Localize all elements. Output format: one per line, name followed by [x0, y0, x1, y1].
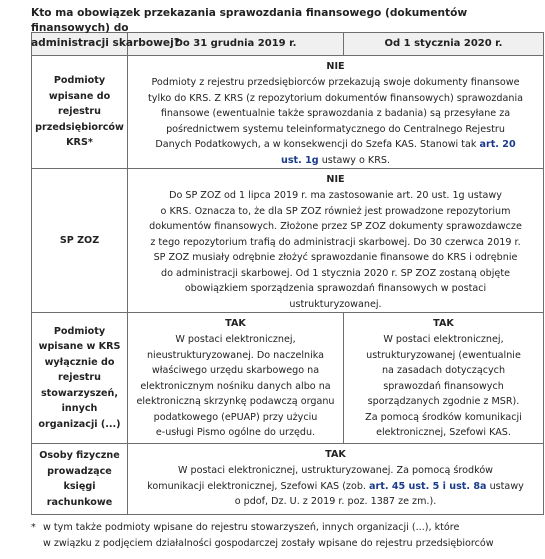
row-head-associations: Podmioty wpisane w KRS wyłącznie do rejestru stowarzyszeń, innych organizacji (...)	[32, 313, 128, 444]
footnote-star: *	[31, 522, 36, 533]
row-head-sp-zoz: SP ZOZ	[32, 169, 128, 313]
answer-label: TAK	[433, 318, 454, 329]
answer-label: NIE	[326, 174, 345, 185]
link-art-45[interactable]: art. 45 ust. 5 i ust. 8a	[369, 480, 487, 492]
document	[31, 0, 543, 552]
column-header-2020: Od 1 stycznia 2020 r.	[344, 33, 544, 56]
row-natural-persons	[32, 444, 544, 515]
footnote: * w tym także podmioty wpisane do rejestru stowarzyszeń, innych organizacji (...), które w związku z podjęciem działalności gospodarczej zostały wpisane do rejestru przedsiębiorców	[31, 522, 494, 549]
row-krs-entrepreneurs	[32, 56, 544, 169]
link-art-20[interactable]: art. 20	[479, 139, 516, 150]
column-header-2019: Do 31 grudnia 2019 r.	[128, 33, 344, 56]
row-sp-zoz	[32, 169, 544, 313]
cell-krs-answer: NIE Podmioty z rejestru przedsiębiorców przekazują swoje dokumenty finansowe tylko do KRS. Z KRS (z repozytorium dokumentów finansowych) sprawozdania finansowe (ewentualnie także sprawozdania z badania) są przesyłane za pośrednictwem systemu teleinformatycznego do Centralnego Rejestru Danych Podatkowych, a w konsekwencji do Szefa KAS. Stanowi tak art. 20 ust. 1g ustawy o KRS.	[128, 56, 544, 169]
comparison-table	[31, 32, 544, 515]
row-head-natural-persons: Osoby fizyczne prowadzące księgi rachunkowe	[32, 444, 128, 515]
answer-label: NIE	[326, 61, 345, 72]
cell-sp-zoz-answer: NIE Do SP ZOZ od 1 lipca 2019 r. ma zastosowanie art. 20 ust. 1g ustawy o KRS. Oznacza to, że dla SP ZOZ również jest prowadzone repozytorium dokumentów finansowych. Złożone przez SP ZOZ dokumenty sprawozdawcze z tego repozytorium trafią do administracji skarbowej. Do 30 czerwca 2019 r. SP ZOZ musiały odrębnie złożyć sprawozdanie finansowe do KRS i odrębnie do administracji skarbowej. Od 1 stycznia 2020 r. SP ZOZ zostaną objęte obowiązkiem sporządzenia sprawozdań finansowych w postaci ustrukturyzowanej.	[128, 169, 544, 313]
row-associations	[32, 313, 544, 444]
link-ust-1g[interactable]: ust. 1g	[280, 154, 319, 166]
answer-label: TAK	[225, 318, 246, 329]
row-head-krs: Podmioty wpisane do rejestru przedsiębiorców KRS*	[32, 56, 128, 169]
cell-associations-2019: TAK W postaci elektronicznej, nieustrukturyzowanej. Do naczelnika właściwego urzędu skarbowego na elektronicznym nośniku danych albo na elektroniczną skrzynkę podawczą organu podatkowego (ePUAP) przy użyciu e-usługi Pismo ogólne do urzędu.	[128, 313, 344, 444]
question-title: Kto ma obowiązek przekazania sprawozdania finansowego (dokumentów finansowych) do administracji skarbowej?	[31, 7, 468, 49]
answer-label: TAK	[325, 449, 346, 460]
cell-natural-persons-answer: TAK W postaci elektronicznej, ustrukturyzowanej. Za pomocą środków komunikacji elektronicznej, Szefowi KAS (zob. art. 45 ust. 5 i ust. 8a ustawy o pdof, Dz. U. z 2019 r. poz. 1387 ze zm.).	[128, 444, 544, 515]
cell-associations-2020: TAK W postaci elektronicznej, ustrukturyzowanej (ewentualnie na zasadach dotyczących sprawozdań finansowych sporządzanych zgodnie z MSR). Za pomocą środków komunikacji elektronicznej, Szefowi KAS.	[344, 313, 544, 444]
